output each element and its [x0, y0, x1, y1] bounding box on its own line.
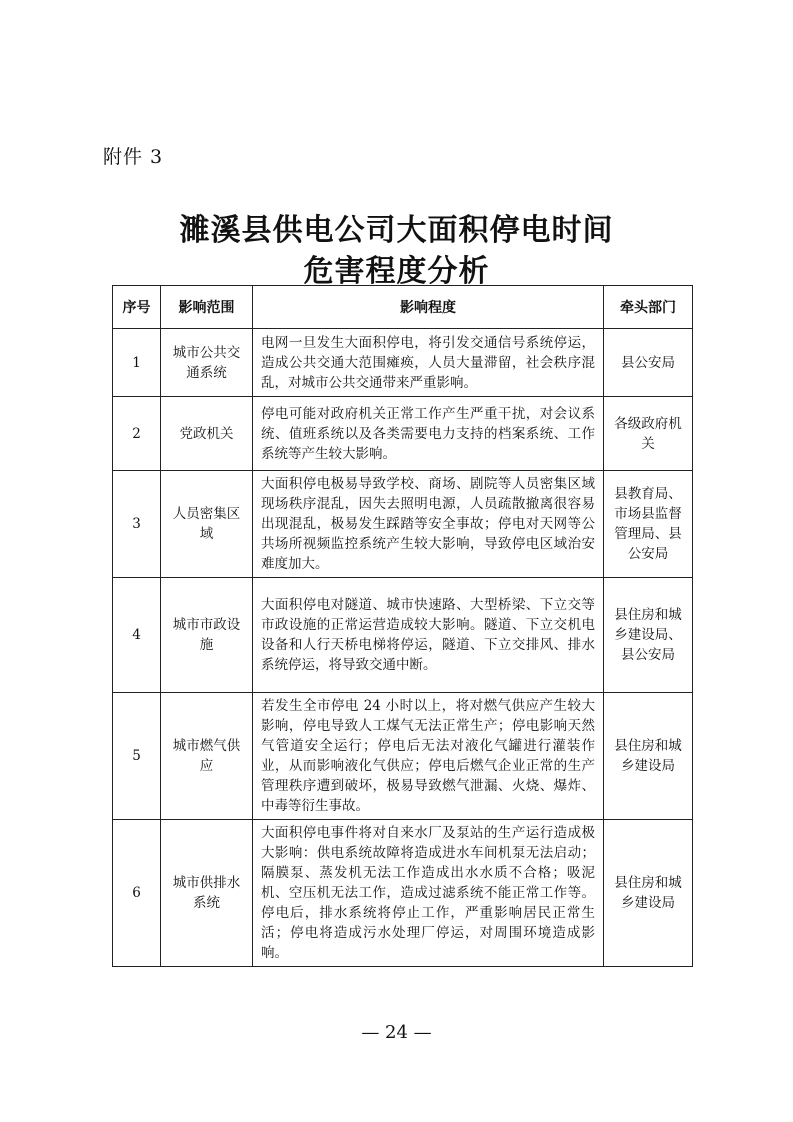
row-no: 5 — [113, 693, 161, 820]
document-title-line2: 危害程度分析 — [303, 254, 490, 289]
row-scope: 城市公共交通系统 — [161, 329, 253, 397]
row-scope: 城市供排水系统 — [161, 820, 253, 967]
header-degree: 影响程度 — [253, 286, 604, 329]
header-scope: 影响范围 — [161, 286, 253, 329]
table-row — [113, 329, 693, 397]
row-no: 2 — [113, 397, 161, 471]
row-scope: 城市燃气供应 — [161, 693, 253, 820]
row-dept: 县公安局 — [604, 329, 693, 397]
row-degree: 电网一旦发生大面积停电，将引发交通信号系统停运，造成公共交通大范围瘫痪，人员大量滞留，社会秩序混乱，对城市公共交通带来严重影响。 — [253, 329, 604, 397]
row-degree: 大面积停电极易导致学校、商场、剧院等人员密集区域现场秩序混乱，因失去照明电源，人员疏散撤离很容易出现混乱，极易发生踩踏等安全事故；停电对天网等公共场所视频监控系统产生较大影响，导致停电区域治安难度加大。 — [253, 471, 604, 578]
row-scope: 城市市政设施 — [161, 578, 253, 693]
table-header-row — [113, 286, 693, 329]
impact-table — [112, 285, 693, 967]
row-scope: 党政机关 — [161, 397, 253, 471]
table-row — [113, 578, 693, 693]
attachment-label: 附件 3 — [103, 146, 164, 168]
header-no: 序号 — [113, 286, 161, 329]
row-no: 6 — [113, 820, 161, 967]
row-no: 4 — [113, 578, 161, 693]
table-row — [113, 820, 693, 967]
row-scope: 人员密集区域 — [161, 471, 253, 578]
row-dept: 各级政府机关 — [604, 397, 693, 471]
table-row — [113, 471, 693, 578]
row-no: 1 — [113, 329, 161, 397]
row-no: 3 — [113, 471, 161, 578]
row-degree: 停电可能对政府机关正常工作产生严重干扰，对会议系统、值班系统以及各类需要电力支持的档案系统、工作系统等产生较大影响。 — [253, 397, 604, 471]
document-title-line1: 濉溪县供电公司大面积停电时间 — [179, 213, 614, 248]
table-row — [113, 397, 693, 471]
row-dept: 县住房和城乡建设局 — [604, 693, 693, 820]
row-degree: 大面积停电对隧道、城市快速路、大型桥梁、下立交等市政设施的正常运营造成较大影响。隧道、下立交机电设备和人行天桥电梯将停运，隧道、下立交排风、排水系统停运，将导致交通中断。 — [253, 578, 604, 693]
row-degree: 大面积停电事件将对自来水厂及泵站的生产运行造成极大影响：供电系统故障将造成进水车间机泵无法启动；隔膜泵、蒸发机无法工作造成出水水质不合格；吸泥机、空压机无法工作，造成过滤系统不能正常工作等。停电后，排水系统将停止工作，严重影响居民正常生活；停电将造成污水处理厂停运，对周围环境造成影响。 — [253, 820, 604, 967]
page-number: — 24 — — [361, 1022, 432, 1043]
table-row — [113, 693, 693, 820]
row-dept: 县教育局、市场县监督管理局、县公安局 — [604, 471, 693, 578]
row-degree: 若发生全市停电 24 小时以上，将对燃气供应产生较大影响，停电导致人工煤气无法正常生产；停电影响天然气管道安全运行；停电后无法对液化气罐进行灌装作业，从而影响液化气供应；停电后燃气企业正常的生产管理秩序遭到破坏，极易导致燃气泄漏、火烧、爆炸、中毒等衍生事故。 — [253, 693, 604, 820]
row-dept: 县住房和城乡建设局 — [604, 820, 693, 967]
header-dept: 牵头部门 — [604, 286, 693, 329]
row-dept: 县住房和城乡建设局、县公安局 — [604, 578, 693, 693]
